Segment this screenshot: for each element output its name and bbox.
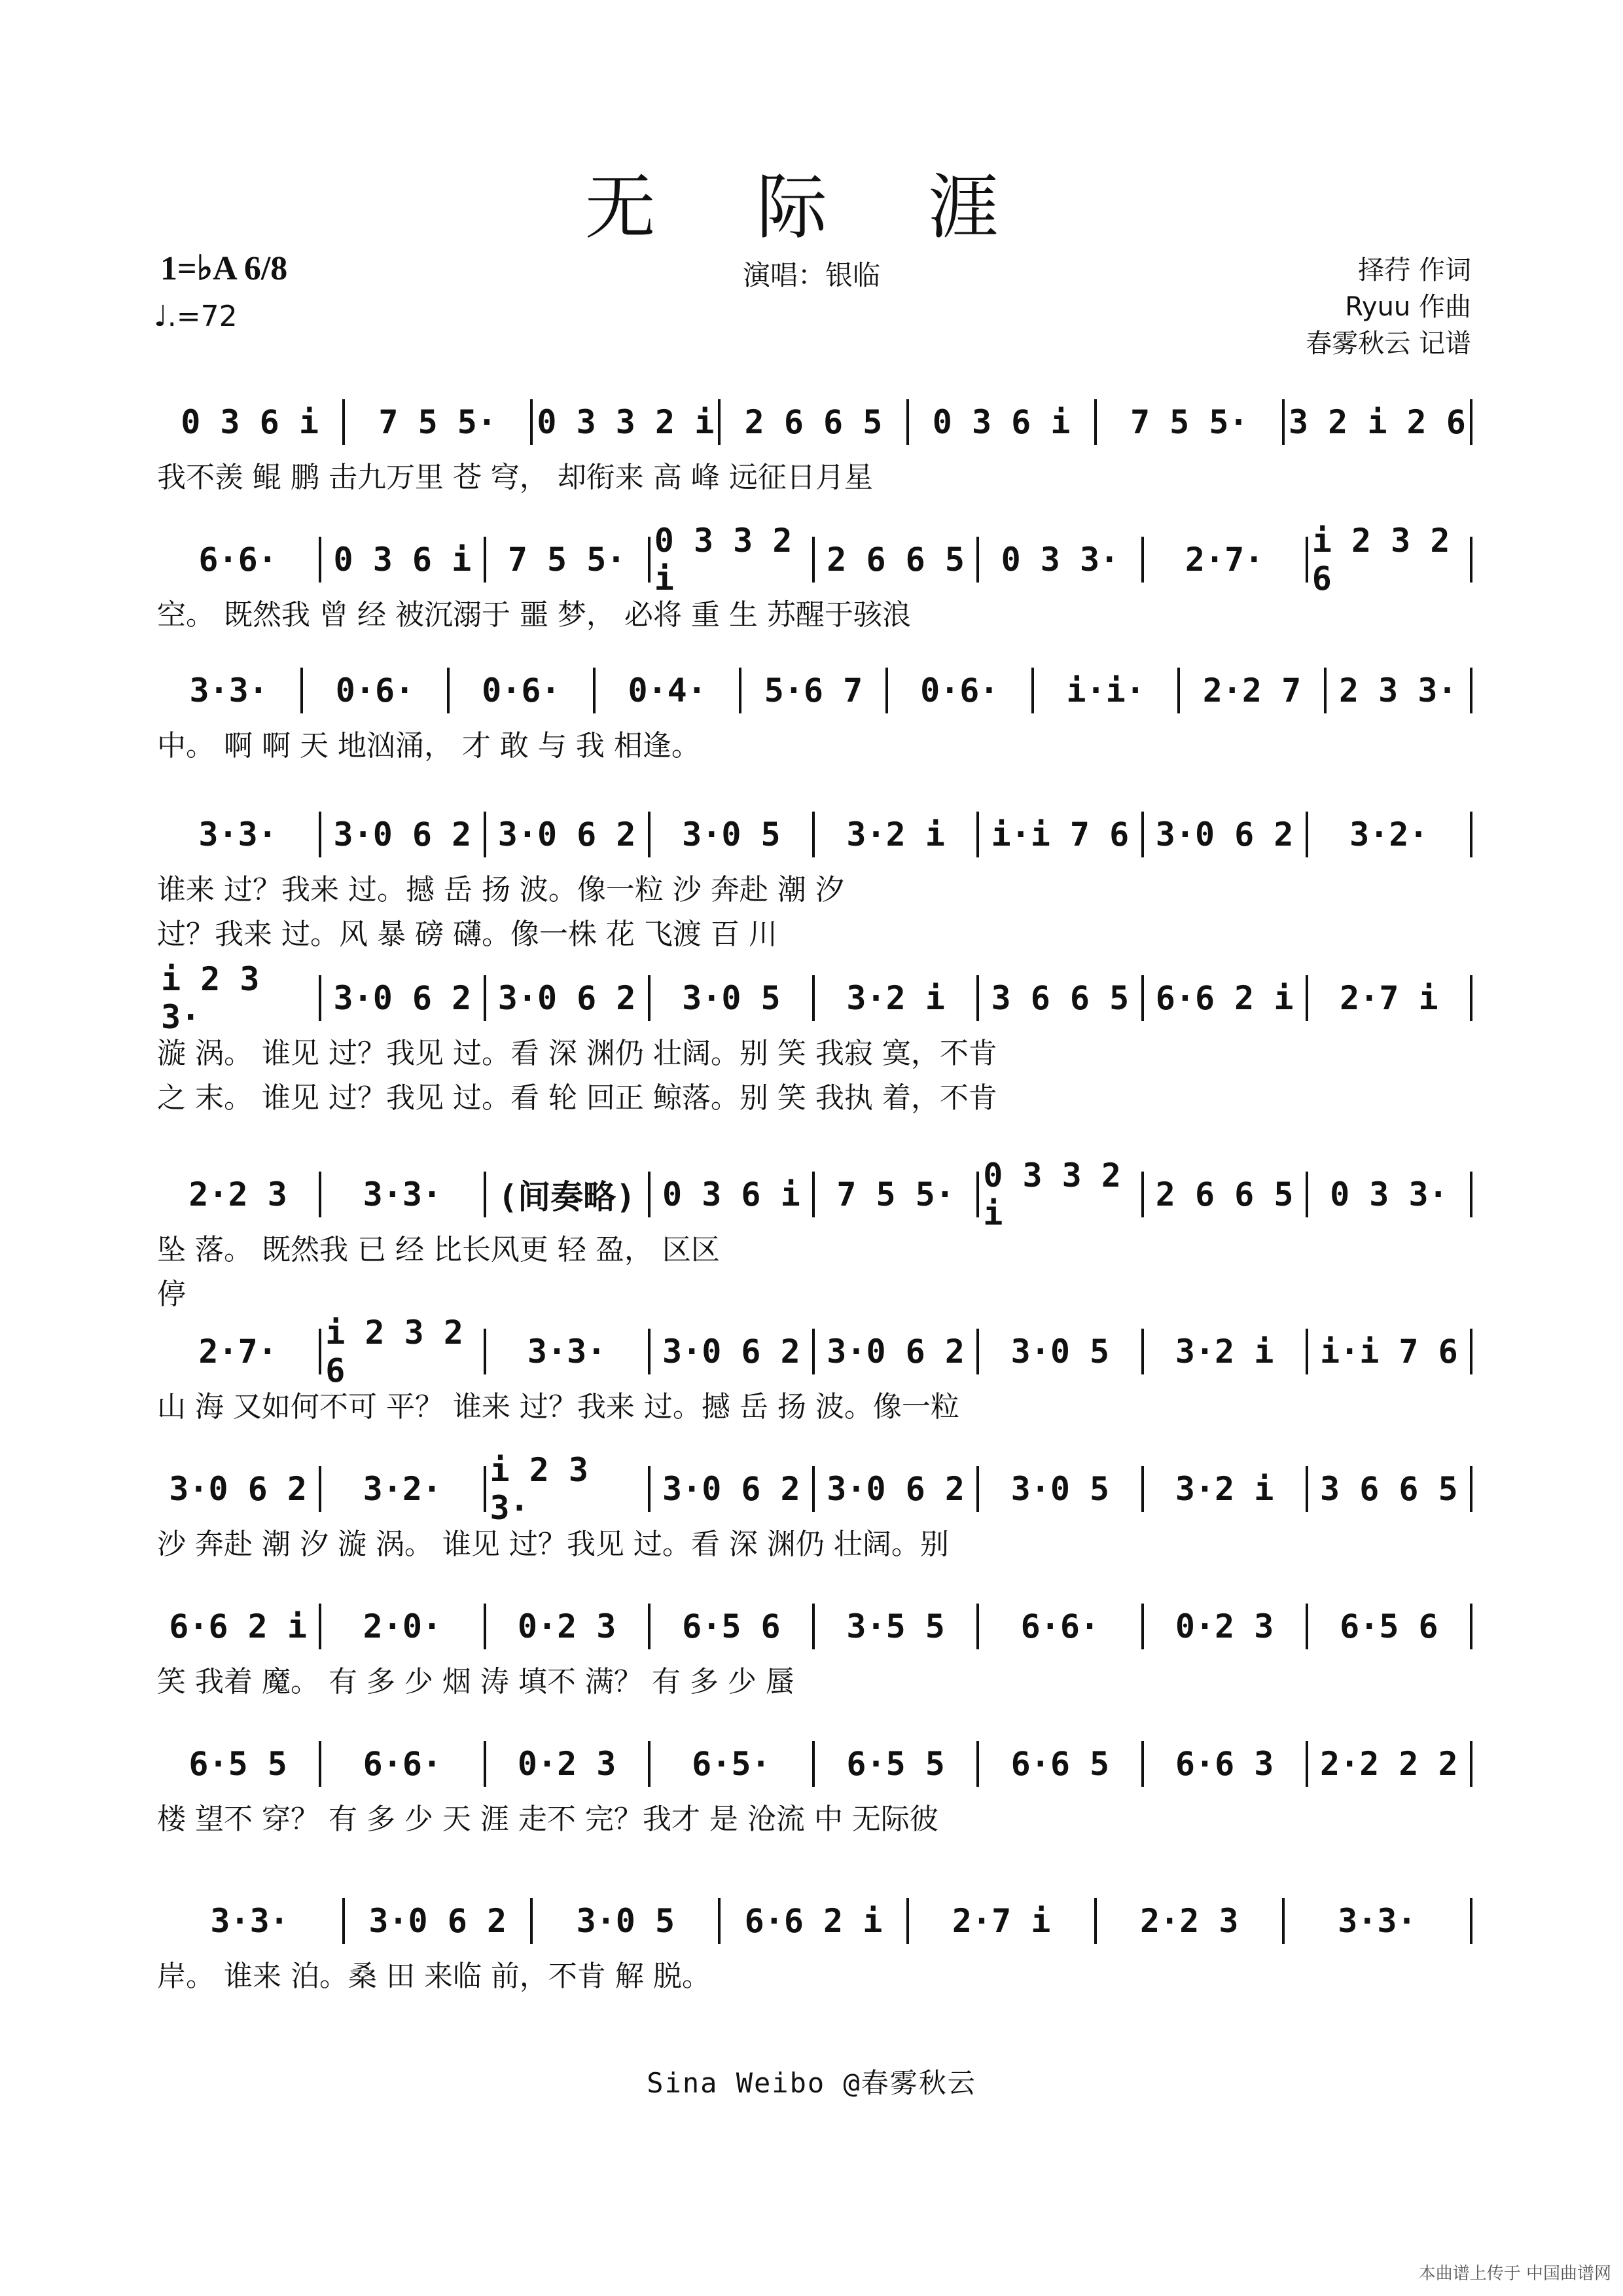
measure: 3·0 6 2 (1144, 812, 1308, 857)
measure: 2·2 3 (157, 1172, 321, 1217)
measure: 2·2 7 (1180, 668, 1326, 713)
measure: i 2 3 2 6 (321, 1329, 486, 1374)
note-row (157, 522, 1472, 598)
note-row (157, 1451, 1472, 1527)
lyric-line-2: 过？我来 过。风 暴 磅 礴。像一株 花 飞渡 百 川 (157, 918, 777, 951)
measure: 0·6· (888, 668, 1034, 713)
measure: 3·0 6 2 (321, 812, 486, 857)
measure: 3·2 i (1144, 1466, 1308, 1512)
measure: 3·0 6 2 (486, 812, 651, 857)
measure: 3·0 6 2 (321, 975, 486, 1021)
measure: 3·3· (1285, 1898, 1472, 1944)
measure: 3·2 i (815, 812, 979, 857)
measure: 0·2 3 (486, 1741, 651, 1787)
measure: 3 6 6 5 (979, 975, 1143, 1021)
note-row (157, 1597, 1472, 1656)
measure: 6·5 5 (815, 1741, 979, 1787)
score-system (157, 661, 1472, 766)
note-row (157, 393, 1472, 452)
measure: 6·6· (157, 537, 321, 583)
measure: 3·3· (486, 1329, 651, 1374)
measure: 7 5 5· (815, 1172, 979, 1217)
measure: i·i 7 6 (979, 812, 1143, 857)
measure: 2 3 3· (1327, 668, 1472, 713)
lyric-line-2: 停 (157, 1278, 186, 1311)
measure: 3·2 i (815, 975, 979, 1021)
measure: 6·5· (651, 1741, 815, 1787)
lyric-line: 中。 啊 啊 天 地汹涌， 才 敢 与 我 相逢。 (157, 729, 700, 762)
note-row (157, 1314, 1472, 1390)
measure: 3·3· (157, 1898, 345, 1944)
watermark: 本曲谱上传于 中国曲谱网 (1418, 2264, 1611, 2284)
measure: 3·3· (157, 812, 321, 857)
lyric-line: 坠 落。 既然我 已 经 比长风更 轻 盈， 区区 (157, 1233, 720, 1266)
measure: 2·2 3 (1097, 1898, 1285, 1944)
measure: 0·6· (303, 668, 449, 713)
measure: 7 5 5· (486, 537, 651, 583)
score-system (157, 960, 1472, 1117)
key-signature: 1=♭A 6/8 (160, 250, 288, 287)
measure: 2 6 6 5 (815, 537, 979, 583)
lyric-line-2: 之 末。 谁见 过？我见 过。看 轮 回正 鲸落。别 笑 我执 着，不肯 (157, 1081, 997, 1115)
score-system (157, 1734, 1472, 1839)
measure: 3·0 5 (979, 1466, 1143, 1512)
measure: 3 6 6 5 (1308, 1466, 1472, 1512)
lyric-line: 岸。 谁来 泊。桑 田 来临 前，不肯 解 脱。 (157, 1960, 711, 1993)
score-system (157, 1157, 1472, 1313)
lyric-line: 笑 我着 魔。 有 多 少 烟 涛 填不 满？ 有 多 少 蜃 (157, 1665, 794, 1698)
measure: 6·6 2 i (157, 1604, 321, 1649)
measure: 7 5 5· (1097, 399, 1285, 445)
measure: 3·0 5 (533, 1898, 721, 1944)
lyric-line: 空。 既然我 曾 经 被沉溺于 噩 梦， 必将 重 生 苏醒于骇浪 (157, 598, 911, 632)
measure: 3·0 5 (651, 975, 815, 1021)
measure: 3·0 6 2 (815, 1329, 979, 1374)
note-row (157, 1734, 1472, 1793)
score-system (157, 1451, 1472, 1564)
score-system (157, 1892, 1472, 1996)
measure: 0 3 3 2 i (651, 537, 815, 583)
measure: 6·5 6 (651, 1604, 815, 1649)
note-row (157, 661, 1472, 720)
measure: 6·6 5 (979, 1741, 1143, 1787)
tempo-marking: ♩.=72 (154, 300, 238, 333)
footer-credit: Sina Weibo @春雾秋云 (647, 2067, 976, 2099)
measure: 0 3 3 2 i (533, 399, 721, 445)
measure: 2·7· (1144, 537, 1308, 583)
lyric-line: 谁来 过？我来 过。撼 岳 扬 波。像一粒 沙 奔赴 潮 汐 (157, 873, 844, 906)
score-system (157, 1597, 1472, 1702)
measure: 3·3· (157, 668, 303, 713)
measure: 2·0· (321, 1604, 486, 1649)
measure: 3·0 5 (651, 812, 815, 857)
note-row (157, 960, 1472, 1036)
measure: 6·6· (979, 1604, 1143, 1649)
measure: i 2 3 3· (486, 1466, 651, 1512)
measure: 0 3 3· (979, 537, 1143, 583)
measure: 3·2· (1308, 812, 1472, 857)
measure: 6·5 6 (1308, 1604, 1472, 1649)
score-system (157, 393, 1472, 497)
lyric-line: 我不羡 鲲 鹏 击九万里 苍 穹， 却衔来 高 峰 远征日月星 (157, 461, 873, 494)
measure: 6·5 5 (157, 1741, 321, 1787)
measure: 0 3 3· (1308, 1172, 1472, 1217)
measure: 2 6 6 5 (1144, 1172, 1308, 1217)
measure: 3·0 6 2 (486, 975, 651, 1021)
note-row (157, 805, 1472, 864)
lyric-line: 沙 奔赴 潮 汐 漩 涡。 谁见 过？我见 过。看 深 渊仍 壮阔。别 (157, 1528, 949, 1561)
measure: 6·6 2 i (721, 1898, 908, 1944)
measure: 6·6 3 (1144, 1741, 1308, 1787)
measure: 2·7 i (1308, 975, 1472, 1021)
lyric-line: 楼 望不 穿？ 有 多 少 天 涯 走不 完？我才 是 沧流 中 无际彼 (157, 1803, 938, 1836)
lyric-line: 漩 涡。 谁见 过？我见 过。看 深 渊仍 壮阔。别 笑 我寂 寞，不肯 (157, 1037, 997, 1070)
measure: (间奏略) (486, 1172, 651, 1217)
lyric-line: 山 海 又如何不可 平？ 谁来 过？我来 过。撼 岳 扬 波。像一粒 (157, 1390, 959, 1424)
measure: 0 3 3 2 i (979, 1172, 1143, 1217)
measure: 0·4· (596, 668, 741, 713)
measure: i·i 7 6 (1308, 1329, 1472, 1374)
measure: 0 3 6 i (157, 399, 345, 445)
composer-credit: Ryuu 作曲 (1345, 292, 1471, 322)
measure: 3·0 6 2 (651, 1329, 815, 1374)
measure: 6·6· (321, 1741, 486, 1787)
measure: 2·7 i (909, 1898, 1097, 1944)
measure: 3·0 6 2 (157, 1466, 321, 1512)
measure: 3·2· (321, 1466, 486, 1512)
measure: 0 3 6 i (321, 537, 486, 583)
credits-block (1306, 252, 1471, 362)
measure: 0 3 6 i (909, 399, 1097, 445)
measure: 3·0 5 (979, 1329, 1143, 1374)
measure: i 2 3 3· (157, 975, 321, 1021)
measure: 3·0 6 2 (345, 1898, 533, 1944)
score-system (157, 805, 1472, 953)
measure: i·i· (1034, 668, 1180, 713)
measure: 7 5 5· (345, 399, 533, 445)
measure: 3 2 i 2 6 (1285, 399, 1472, 445)
note-row (157, 1157, 1472, 1232)
measure: 0 3 6 i (651, 1172, 815, 1217)
measure: 2·7· (157, 1329, 321, 1374)
score-system (157, 522, 1472, 635)
measure: 0·2 3 (1144, 1604, 1308, 1649)
measure: 5·6 7 (741, 668, 887, 713)
measure: 3·3· (321, 1172, 486, 1217)
measure: 2 6 6 5 (721, 399, 908, 445)
measure: 6·6 2 i (1144, 975, 1308, 1021)
score-system (157, 1314, 1472, 1427)
measure: i 2 3 2 6 (1308, 537, 1472, 583)
measure: 3·0 6 2 (815, 1466, 979, 1512)
measure: 0·2 3 (486, 1604, 651, 1649)
singer-credit: 演唱：银临 (742, 259, 880, 291)
measure: 3·5 5 (815, 1604, 979, 1649)
measure: 3·0 6 2 (651, 1466, 815, 1512)
lyricist-credit: 择荇 作词 (1358, 255, 1471, 285)
transcriber-credit: 春雾秋云 记谱 (1306, 329, 1471, 359)
measure: 0·6· (450, 668, 596, 713)
measure: 2·2 2 2 (1308, 1741, 1472, 1787)
measure: 3·2 i (1144, 1329, 1308, 1374)
page-title: 无 际 涯 (584, 167, 1039, 249)
note-row (157, 1892, 1472, 1950)
